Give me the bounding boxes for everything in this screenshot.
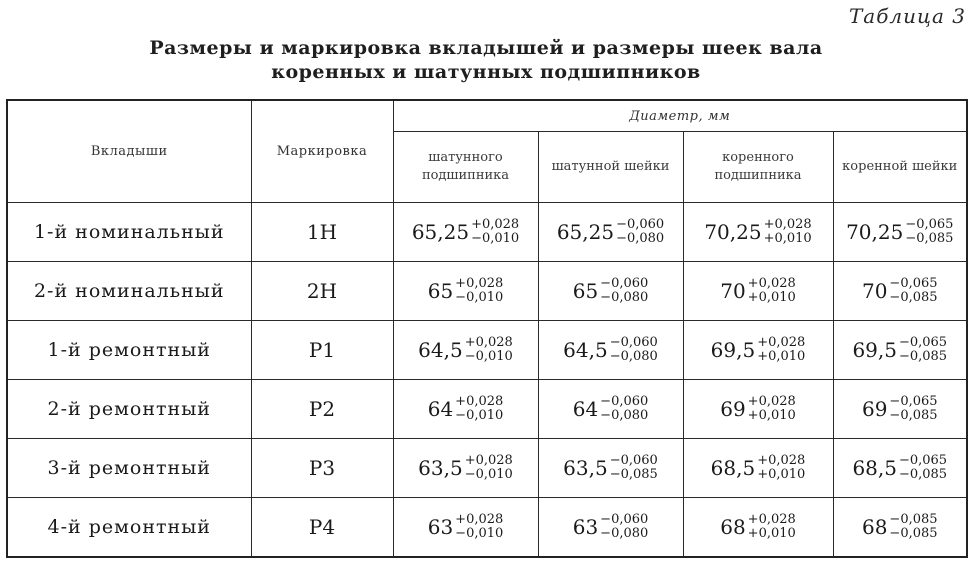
main-bearing-cell xyxy=(683,380,833,439)
upper-deviation: +0,028 xyxy=(747,276,796,291)
main-bearing-cell xyxy=(683,321,833,380)
header-rod-bearing: шатунного подшипника xyxy=(393,132,538,203)
table-number-label: Таблица 3 xyxy=(848,4,966,28)
rod-bearing-cell xyxy=(393,439,538,498)
lower-deviation: +0,010 xyxy=(747,408,796,423)
tolerance xyxy=(748,277,796,305)
nominal-size: 69 xyxy=(720,397,746,421)
upper-deviation: +0,028 xyxy=(757,453,806,468)
bearing-type-cell: 2-й ремонтный xyxy=(7,380,251,439)
lower-deviation: +0,010 xyxy=(763,231,812,246)
table-row xyxy=(7,203,967,262)
lower-deviation: −0,010 xyxy=(455,290,504,305)
upper-deviation: +0,028 xyxy=(747,394,796,409)
rod-bearing-cell xyxy=(393,321,538,380)
lower-deviation: −0,085 xyxy=(609,467,658,482)
nominal-size: 64 xyxy=(427,397,454,421)
upper-deviation: +0,028 xyxy=(455,276,504,291)
dimension-value xyxy=(720,513,796,541)
tolerance xyxy=(757,336,805,364)
upper-deviation: +0,028 xyxy=(757,335,806,350)
marking-cell: 1Н xyxy=(251,203,393,262)
title-line-1: Размеры и маркировка вкладышей и размеры шеек вала xyxy=(149,37,823,59)
upper-deviation: −0,060 xyxy=(600,512,649,527)
bearing-type-cell: 1-й ремонтный xyxy=(7,321,251,380)
lower-deviation: +0,010 xyxy=(747,290,796,305)
lower-deviation: −0,010 xyxy=(464,349,513,364)
lower-deviation: +0,010 xyxy=(747,526,796,541)
bearing-type-cell: 1-й номинальный xyxy=(7,203,251,262)
lower-deviation: −0,085 xyxy=(898,349,948,364)
header-main-journal: коренной шейки xyxy=(833,132,967,203)
table-row xyxy=(7,321,967,380)
main-journal-cell xyxy=(833,321,967,380)
marking-cell: Р1 xyxy=(251,321,393,380)
nominal-size: 70,25 xyxy=(846,220,904,244)
tolerance xyxy=(610,336,658,364)
nominal-size: 63 xyxy=(572,515,599,539)
upper-deviation: −0,065 xyxy=(905,217,954,232)
upper-deviation: −0,060 xyxy=(609,453,658,468)
tolerance xyxy=(889,277,937,305)
dimension-value xyxy=(720,395,796,423)
dimension-value xyxy=(862,513,938,541)
upper-deviation: +0,028 xyxy=(464,453,513,468)
upper-deviation: +0,028 xyxy=(471,217,520,232)
rod-journal-cell xyxy=(538,262,683,321)
main-bearing-cell xyxy=(683,262,833,321)
nominal-size: 68 xyxy=(720,515,746,539)
nominal-size: 64,5 xyxy=(563,338,608,362)
table-body xyxy=(7,203,967,558)
upper-deviation: −0,065 xyxy=(889,394,938,409)
lower-deviation: −0,085 xyxy=(889,526,938,541)
dimension-value xyxy=(563,454,658,482)
dimension-value xyxy=(573,277,649,305)
lower-deviation: −0,085 xyxy=(889,408,938,423)
tolerance xyxy=(455,277,503,305)
rod-journal-cell xyxy=(538,380,683,439)
nominal-size: 65,25 xyxy=(556,220,615,244)
tolerance xyxy=(465,336,513,364)
nominal-size: 63,5 xyxy=(563,456,608,480)
title-line-2: коренных и шатунных подшипников xyxy=(271,61,701,83)
dimension-value xyxy=(846,218,953,246)
nominal-size: 65,25 xyxy=(411,220,470,244)
dimension-value xyxy=(418,454,513,482)
tolerance xyxy=(899,336,947,364)
bearing-type-cell: 2-й номинальный xyxy=(7,262,251,321)
dimension-value xyxy=(573,395,649,423)
table-title xyxy=(0,36,972,84)
upper-deviation: +0,028 xyxy=(455,512,504,527)
main-journal-cell xyxy=(833,380,967,439)
tolerance xyxy=(600,277,648,305)
tolerance xyxy=(889,513,937,541)
rod-bearing-cell xyxy=(393,203,538,262)
header-marking: Маркировка xyxy=(251,100,393,203)
main-journal-cell xyxy=(833,439,967,498)
dimension-value xyxy=(428,513,504,541)
nominal-size: 65 xyxy=(572,279,599,303)
header-rod-journal: шатунной шейки xyxy=(538,132,683,203)
rod-bearing-cell xyxy=(393,498,538,558)
lower-deviation: −0,010 xyxy=(464,467,513,482)
nominal-size: 70 xyxy=(720,279,746,303)
lower-deviation: +0,010 xyxy=(757,349,806,364)
dimension-value xyxy=(563,336,658,364)
nominal-size: 68 xyxy=(861,515,888,539)
nominal-size: 64 xyxy=(572,397,599,421)
tolerance xyxy=(889,395,937,423)
nominal-size: 63 xyxy=(427,515,454,539)
upper-deviation: −0,060 xyxy=(609,335,658,350)
tolerance xyxy=(471,218,519,246)
tolerance xyxy=(757,454,805,482)
dimension-value xyxy=(720,277,796,305)
upper-deviation: +0,028 xyxy=(455,394,504,409)
lower-deviation: +0,010 xyxy=(757,467,806,482)
tolerance xyxy=(610,454,658,482)
dimension-value xyxy=(428,277,504,305)
tolerance xyxy=(899,454,947,482)
tolerance xyxy=(748,395,796,423)
nominal-size: 70,25 xyxy=(704,220,762,244)
dimension-value xyxy=(852,454,947,482)
lower-deviation: −0,080 xyxy=(600,526,649,541)
dimension-value xyxy=(711,336,806,364)
lower-deviation: −0,080 xyxy=(609,349,658,364)
tolerance xyxy=(465,454,513,482)
tolerance xyxy=(616,218,664,246)
main-bearing-cell xyxy=(683,203,833,262)
dimension-value xyxy=(704,218,811,246)
lower-deviation: −0,085 xyxy=(898,467,948,482)
upper-deviation: −0,065 xyxy=(889,276,938,291)
dimension-value xyxy=(428,395,504,423)
dimension-value xyxy=(852,336,947,364)
table-row xyxy=(7,380,967,439)
dimension-value xyxy=(862,395,938,423)
main-journal-cell xyxy=(833,498,967,558)
dimension-value xyxy=(557,218,664,246)
marking-cell: Р4 xyxy=(251,498,393,558)
lower-deviation: −0,010 xyxy=(455,408,504,423)
tolerance xyxy=(600,513,648,541)
dimension-value xyxy=(412,218,519,246)
upper-deviation: −0,085 xyxy=(889,512,938,527)
tolerance xyxy=(455,513,503,541)
nominal-size: 69 xyxy=(861,397,888,421)
rod-journal-cell xyxy=(538,439,683,498)
bearing-size-table xyxy=(6,99,968,558)
lower-deviation: −0,010 xyxy=(455,526,504,541)
nominal-size: 63,5 xyxy=(418,456,463,480)
bearing-type-cell: 3-й ремонтный xyxy=(7,439,251,498)
nominal-size: 70 xyxy=(861,279,888,303)
marking-cell: 2Н xyxy=(251,262,393,321)
rod-journal-cell xyxy=(538,498,683,558)
main-journal-cell xyxy=(833,203,967,262)
rod-journal-cell xyxy=(538,203,683,262)
lower-deviation: −0,080 xyxy=(616,231,665,246)
dimension-value xyxy=(862,277,938,305)
tolerance xyxy=(764,218,812,246)
main-journal-cell xyxy=(833,262,967,321)
rod-bearing-cell xyxy=(393,262,538,321)
upper-deviation: −0,060 xyxy=(600,394,649,409)
dimension-value xyxy=(711,454,806,482)
lower-deviation: −0,080 xyxy=(600,290,649,305)
dimension-value xyxy=(418,336,513,364)
tolerance xyxy=(600,395,648,423)
lower-deviation: −0,085 xyxy=(905,231,954,246)
main-bearing-cell xyxy=(683,498,833,558)
marking-cell: Р3 xyxy=(251,439,393,498)
table-row xyxy=(7,439,967,498)
header-diameter: Диаметр, мм xyxy=(393,100,967,132)
nominal-size: 68,5 xyxy=(710,456,756,480)
lower-deviation: −0,085 xyxy=(889,290,938,305)
rod-bearing-cell xyxy=(393,380,538,439)
upper-deviation: −0,065 xyxy=(898,453,948,468)
header-bearings: Вкладыши xyxy=(7,100,251,203)
upper-deviation: −0,065 xyxy=(898,335,948,350)
table-row xyxy=(7,498,967,558)
nominal-size: 69,5 xyxy=(710,338,756,362)
upper-deviation: +0,028 xyxy=(747,512,796,527)
rod-journal-cell xyxy=(538,321,683,380)
table-row xyxy=(7,262,967,321)
tolerance xyxy=(748,513,796,541)
lower-deviation: −0,010 xyxy=(471,231,520,246)
upper-deviation: −0,060 xyxy=(616,217,665,232)
bearing-type-cell: 4-й ремонтный xyxy=(7,498,251,558)
main-bearing-cell xyxy=(683,439,833,498)
dimension-value xyxy=(573,513,649,541)
upper-deviation: +0,028 xyxy=(763,217,812,232)
nominal-size: 64,5 xyxy=(418,338,463,362)
header-main-bearing: коренного подшипника xyxy=(683,132,833,203)
tolerance xyxy=(455,395,503,423)
header-row-top xyxy=(7,100,967,132)
nominal-size: 65 xyxy=(427,279,454,303)
upper-deviation: +0,028 xyxy=(464,335,513,350)
nominal-size: 68,5 xyxy=(852,456,897,480)
tolerance xyxy=(905,218,953,246)
upper-deviation: −0,060 xyxy=(600,276,649,291)
nominal-size: 69,5 xyxy=(852,338,897,362)
marking-cell: Р2 xyxy=(251,380,393,439)
lower-deviation: −0,080 xyxy=(600,408,649,423)
